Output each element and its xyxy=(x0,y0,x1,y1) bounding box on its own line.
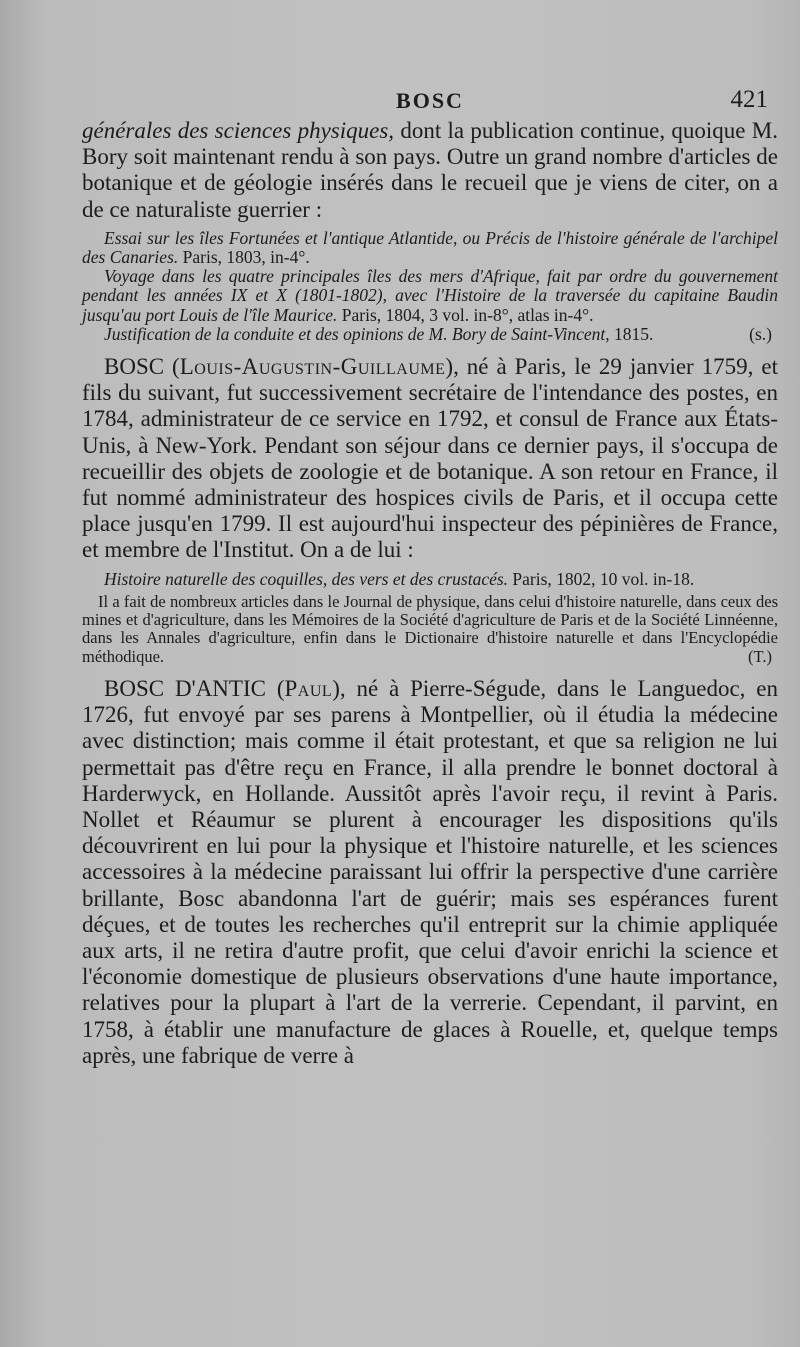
work-title: Essai sur les îles Fortunées et l'antique Atlantide, ou Précis de l'histoire générale de l'archipel des Canaries. xyxy=(82,227,778,268)
entry-bosc-dantic: BOSC D'ANTIC (Paul), né à Pierre-Ségude, dans le Languedoc, en 1726, fut envoyé par ses parens à Montpellier, où il étudia la médecine avec distinction; mais comme il était protestant, et que sa religion ne lui permettait pas d'être reçu en France, il alla prendre le bonnet doctoral à Harderwyck, en Hollande. Aussitôt après l'avoir reçu, il revint à Paris. Nollet et Réaumur se plurent à encourager les dispositions qu'ils découvrirent en lui pour la physique et l'histoire naturelle, et les sciences accessoires à la médecine paraissant lui offrir la perspective d'une carrière brillante, Bosc abandonna l'art de guérir; mais ses espérances furent déçues, et de toutes les recherches qu'il entreprit sur la chimie appliquée aux arts, il ne retira d'autre profit, que celui d'avoir enrichi la science et l'économie domestique de plusieurs observations d'une haute importance, relatives pour la plupart à l'art de la verrerie. Cependant, il parvint, en 1758, à établir une manufacture de glaces à Rouelle, et, quelque temps après, une fabrique de verre à xyxy=(82,676,779,1068)
entry-bosc-louis: BOSC (Louis-Augustin-Guillaume), né à Paris, le 29 janvier 1759, et fils du suivant, fut successivement secrétaire de l'intendance des postes, en 1784, administrateur de ce service en 1792, et consul de France aux États-Unis, à New-York. Pendant son séjour dans ce dernier pays, il s'occupa de recueillir des objets de zoologie et de botanique. A son retour en France, il fut nommé administrateur des hospices civils de Paris, et il occupa cette place jusqu'en 1799. Il est aujourd'hui inspecteur des pépinières de France, et membre de l'Institut. On a de lui : xyxy=(82,354,778,563)
note-paragraph xyxy=(82,593,778,666)
running-title: BOSC xyxy=(396,88,464,113)
intro-paragraph xyxy=(82,118,778,223)
author-signature: (T.) xyxy=(748,646,772,666)
page-number: 421 xyxy=(730,86,768,113)
work-title: Histoire naturelle des coquilles, des vers et des crustacés. xyxy=(104,568,509,589)
entry-name: BOSC D'ANTIC xyxy=(104,676,266,702)
work-title: Voyage dans les quatre principales îles des mers d'Afrique, fait par ordre du gouvernement pendant les années IX et X (1801-1802), avec l'Histoire de la traversée du capitaine Baudin jusqu'au port Louis de l'île Maurice. xyxy=(82,266,778,325)
work-item xyxy=(82,267,778,325)
intro-text: dont la publication continue, quoique M. Bory soit maintenant rendu à son pays. Outre un grand nombre d'articles de botanique et de géologie insérés dans le recueil que je viens de citer, on a de ce naturaliste guerrier : xyxy=(82,118,778,222)
work-item xyxy=(82,325,778,344)
intro-italic: générales des sciences physiques, xyxy=(82,118,395,143)
work-item xyxy=(82,570,778,589)
running-head xyxy=(82,88,778,118)
entry-text: , né à Pierre-Ségude, dans le Languedoc, en 1726, fut envoyé par ses parens à Montpellier, où il étudia la médecine avec distinction; mais comme il était protestant, et que sa religion ne lui permettait pas d'être reçu en France, il alla prendre le bonnet doctoral à Harderwyck, en Hollande. Aussitôt après l'avoir reçu, il revint à Paris. Nollet et Réaumur se plurent à encourager les dispositions qu'ils découvrirent en lui pour la physique et l'histoire naturelle, et les sciences accessoires à la médecine paraissant lui offrir la perspective d'une carrière brillante, Bosc abandonna l'art de guérir; mais ses espérances furent déçues, et de toutes les recherches qu'il entreprit sur la chimie appliquée aux arts, il ne retira d'autre profit, que celui d'avoir enrichi la science et l'économie domestique de plusieurs observations d'une haute importance, relatives pour la plupart à l'art de la verrerie. Cependant, il parvint, en 1758, à établir une manufacture de glaces à Rouelle, et, quelque temps après, une fabrique de verre à xyxy=(82,676,779,1068)
note-block xyxy=(82,593,778,666)
work-details: 1815. xyxy=(609,323,654,344)
entry-given-names: Paul xyxy=(284,676,333,702)
entry-name: BOSC xyxy=(104,354,165,380)
work-details: Paris, 1802, 10 vol. in-18. xyxy=(508,568,695,589)
author-signature: (s.) xyxy=(749,323,772,344)
bibliography-bosc xyxy=(82,570,778,589)
entry-given-names: Louis-Augustin-Guillaume xyxy=(179,354,446,380)
work-details: Paris, 1803, in-4°. xyxy=(178,247,310,268)
entry-text: , né à Paris, le 29 janvier 1759, et fils du suivant, fut successivement secrétaire de l'intendance des postes, en 1784, administrateur de ce service en 1792, et consul de France aux États-Unis, à New-York. Pendant son séjour dans ce dernier pays, il s'occupa de recueillir des objets de zoologie et de botanique. A son retour en France, il fut nommé administrateur des hospices civils de Paris, et il occupa cette place jusqu'en 1799. Il est aujourd'hui inspecteur des pépinières de France, et membre de l'Institut. On a de lui : xyxy=(82,354,778,563)
work-item xyxy=(82,229,778,267)
work-details: Paris, 1804, 3 vol. in-8°, atlas in-4°. xyxy=(337,304,594,325)
work-title: Justification de la conduite et des opinions de M. Bory de Saint-Vincent, xyxy=(104,323,610,344)
bibliography-bory xyxy=(82,229,778,344)
note-text: Il a fait de nombreux articles dans le Journal de physique, dans celui d'histoire naturelle, dans ceux des mines et d'agriculture, dans les Mémoires de la Société d'agriculture de Paris et de la Société Linnéenne, dans les Annales d'agriculture, enfin dans le Dictionaire d'histoire naturelle et dans l'Encyclopédie méthodique. xyxy=(82,591,778,666)
